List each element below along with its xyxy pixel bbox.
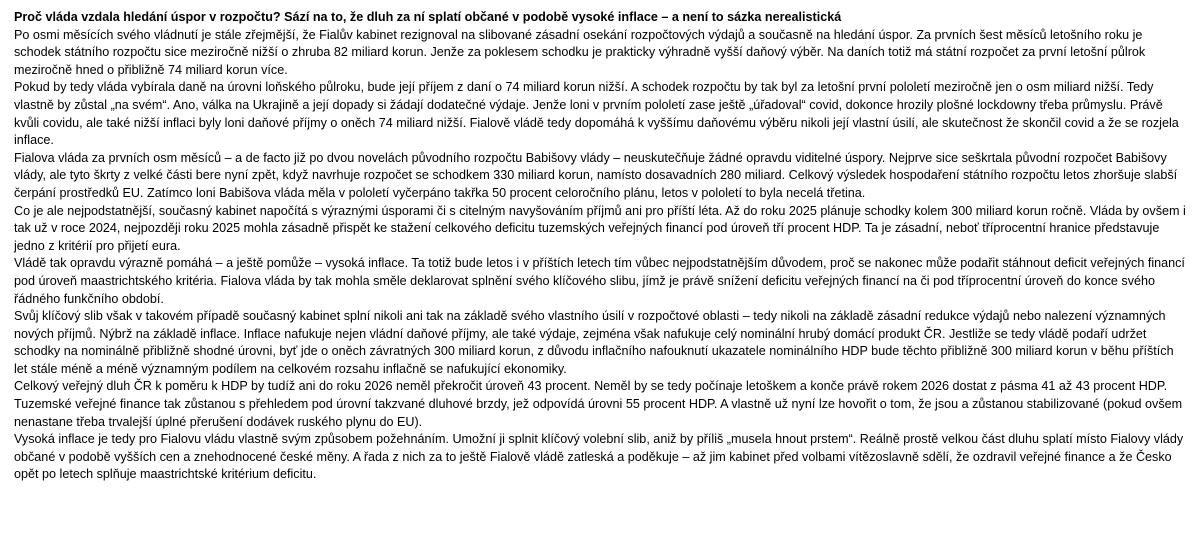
article-title: Proč vláda vzdala hledání úspor v rozpočtu? Sází na to, že dluh za ní splatí občané v podobě vysoké inflace – a není to sázka nerealistická xyxy=(14,10,842,24)
paragraph: Vládě tak opravdu výrazně pomáhá – a ještě pomůže – vysoká inflace. Ta totiž bude letos i v příštích letech tím vůbec nejpodstatnějším důvodem, proč se nakonec může podařit stáhnout deficit veřejných financí pod úroveň maastrichtského kritéria. Fialova vláda by tak mohla směle deklarovat splnění svého klíčového slibu, jímž je právě snížení deficitu veřejných financí na či pod tříprocentní úroveň do konce svého řádného funkčního období. xyxy=(14,256,1185,306)
paragraph: Vysoká inflace je tedy pro Fialovu vládu vlastně svým způsobem požehnáním. Umožní ji splnit klíčový volební slib, aniž by příliš „musela hnout prstem“. Reálně prostě velkou část dluhu splatí místo Fialovy vlády občané v podobě vyšších cen a znehodnocené české měny. A řada z nich za to ještě Fialově vládě zatleská a poděkuje – až jim kabinet před volbami vítězoslavně sdělí, že ozdravil veřejné finance a že Česko opět po letech splňuje maastrichtské kritérium deficitu. xyxy=(14,432,1184,482)
paragraph: Co je ale nejpodstatnější, současný kabinet napočítá s výraznými úsporami či s citelným navyšováním příjmů ani pro příští léta. Až do roku 2025 plánuje schodky kolem 300 miliard korun ročně. Vláda by ovšem i tak už v roce 2024, nejpozději roku 2025 mohla zásadně přispět ke stažení celkového deficitu tuzemských veřejných financí pod úroveň tří procent HDP. Ta je zásadní, neboť tříprocentní hranice představuje jedno z kritérií pro přijetí eura. xyxy=(14,203,1186,253)
paragraph: Svůj klíčový slib však v takovém případě současný kabinet splní nikoli ani tak na základě svého vlastního úsilí v rozpočtové oblasti – tedy nikoli na základě zásadní redukce výdajů nebo nalezení významných nových příjmů. Nýbrž na základě inflace. Inflace nafukuje nejen vládní daňové příjmy, ale také výdaje, zejména však nafukuje celý nominální hrubý domácí produkt ČR. Jestliže se tedy vládě podaří udržet schodky na nominálně přibližně shodné úrovni, byť jde o oněch závratných 300 miliard korun, z důvodu inflačního nafouknutí ukazatele nominálního HDP bude těchto přibližně 300 miliard korun v běhu příštích let stále méně a méně významným podílem na celkovém rozsahu inflačně se nafukující ekonomiky. xyxy=(14,309,1174,376)
paragraph: Po osmi měsících svého vládnutí je stále zřejmější, že Fialův kabinet rezignoval na slibované zásadní osekání rozpočtových výdajů a současně na hledání úspor. Za prvních šest měsíců letošního roku je schodek státního rozpočtu sice meziročně nižší o zhruba 82 miliard korun. Jenže za poklesem schodku je prakticky výhradně vyšší daňový výběr. Na daních totiž má státní rozpočet za první letošní půlrok meziročně hned o přibližně 74 miliard korun více. xyxy=(14,27,1146,77)
paragraph: Celkový veřejný dluh ČR k poměru k HDP by tudíž ani do roku 2026 neměl překročit úroveň 43 procent. Neměl by se tedy počínaje letoškem a konče právě rokem 2026 dostat z pásma 41 až 43 procent HDP. Tuzemské veřejné finance tak zůstanou s přehledem pod úrovní takzvané dluhové brzdy, jež odpovídá úrovni 55 procent HDP. A vlastně už nyní lze hovořit o tom, že jsou a zůstanou stabilizované (pokud ovšem nenastane třeba trvalejší úplné přerušení dodávek ruského plynu do EU). xyxy=(14,379,1183,429)
paragraph: Fialova vláda za prvních osm měsíců – a de facto již po dvou novelách původního rozpočtu Babišovy vlády – neuskutečňuje žádné opravdu viditelné úspory. Nejprve sice seškrtala původní rozpočet Babišovy vlády, ale tyto škrty z velké části bere nyní zpět, když navrhuje rozpočet se schodkem 330 miliard korun, namísto dosavadních 280 miliard. Celkový výsledek hospodaření státního rozpočtu letos zhoršuje slabší čerpání prostředků EU. Zatímco loni Babišova vláda měla v pololetí vyčerpáno takřka 50 procent celoročního plánu, letos v pololetí to byla necelá třetina. xyxy=(14,150,1178,200)
paragraph: Pokud by tedy vláda vybírala daně na úrovni loňského půlroku, bude její příjem z daní o 74 miliard korun nižší. A schodek rozpočtu by tak byl za letošní první pololetí meziročně jen o osm miliard nižší. Tedy vlastně by zůstal „na svém“. Ano, válka na Ukrajině a její dopady si žádají dodatečné výdaje. Jenže loni v prvním pololetí zase ještě „úřadoval“ covid, dokonce hrozily plošné lockdowny třeba průmyslu. Právě kvůli covidu, ale také nižší inflaci byly loni daňové příjmy o oněch 74 miliard nižší. Fialově vládě tedy dopomáhá k vyššímu daňovému výběru nikoli její vlastní úsilí, ale skutečnost že skončil covid a že se rozjela inflace. xyxy=(14,80,1179,148)
